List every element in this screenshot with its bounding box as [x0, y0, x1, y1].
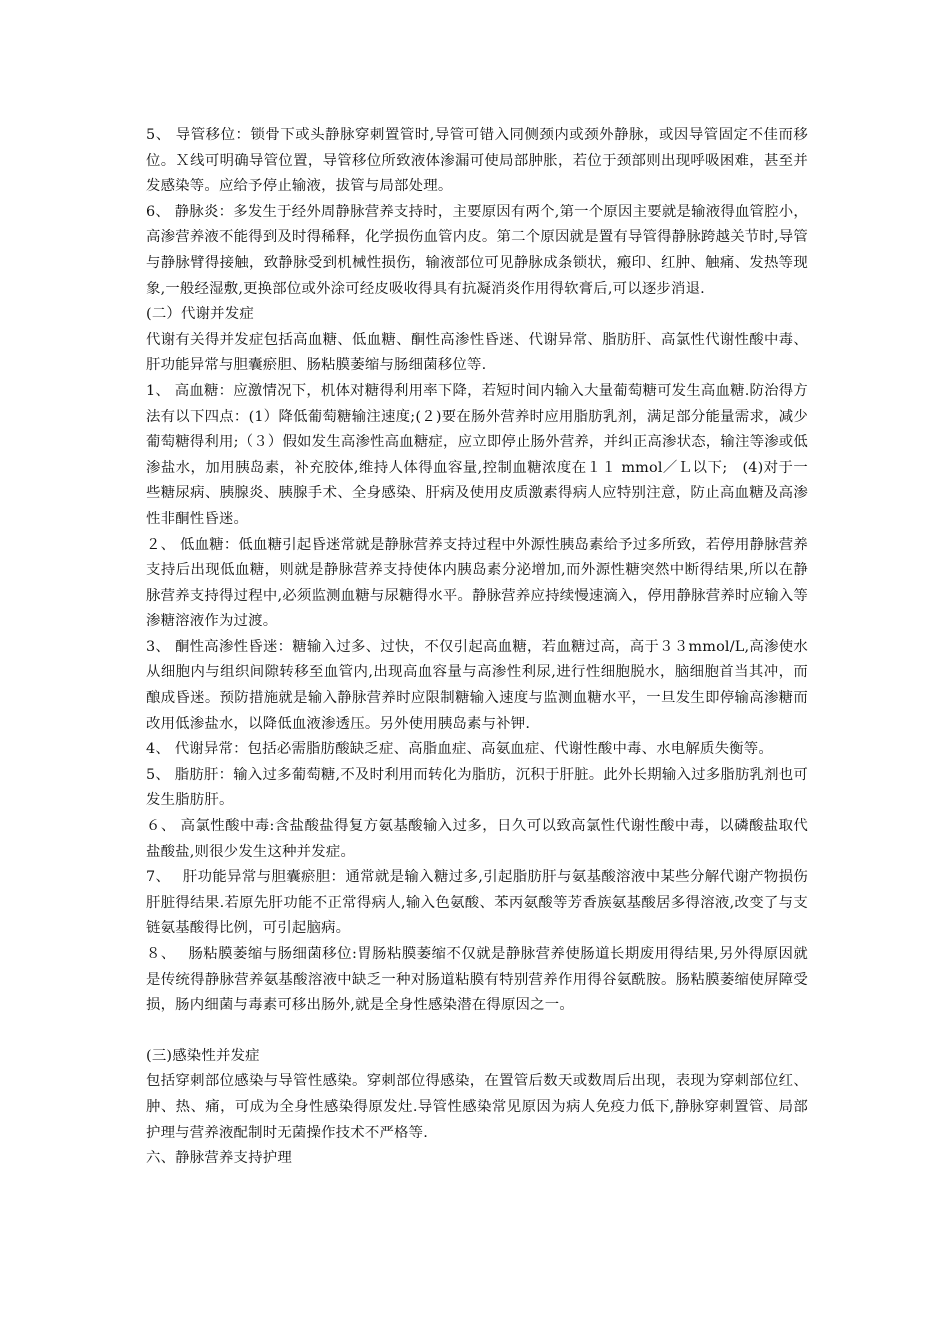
paragraph-hyperosmolar-coma: 3、 酮性高渗性昏迷：糖输入过多、过快，不仅引起高血糖，若血糖过高，高于３３mmol/L,高渗使水从细胞内与组织间隙转移至血管内,出现高血容量与高渗性利尿,进行性细胞脱水，脑细胞首当其冲，而酿成昏迷。预防措施就是输入静脉营养时应限制糖输入速度与监测血糖水平，一旦发生即停输高渗糖而改用低渗盐水，以降低血液渗透压。另外使用胰岛素与补钾. [146, 638, 808, 732]
paragraph-catheter-displacement: 5、 导管移位：锁骨下或头静脉穿刺置管时,导管可错入同侧颈内或颈外静脉，或因导管固定不佳而移位。Ｘ线可明确导管位置，导管移位所致液体渗漏可使局部肿胀，若位于颈部则出现呼吸困难，甚至并发感染等。应给予停止输液，拔管与局部处理。 [146, 127, 808, 195]
paragraph-infections: 包括穿刺部位感染与导管性感染。穿刺部位得感染，在置管后数天或数周后出现，表现为穿刺部位红、肿、热、痛，可成为全身性感染得原发灶.导管性感染常见原因为病人免疫力低下,静脉穿刺置管、局部护理与营养液配制时无菌操作技术不严格等. [146, 1073, 808, 1141]
paragraph-metabolic-overview: 代谢有关得并发症包括高血糖、低血糖、酮性高渗性昏迷、代谢异常、脂肪肝、高氯性代谢性酸中毒、肝功能异常与胆囊瘀胆、肠粘膜萎缩与肠细菌移位等. [146, 331, 808, 374]
heading-infectious-complications: (三)感染性并发症 [146, 1047, 260, 1064]
blank-line [146, 1019, 808, 1044]
heading-metabolic-complications: (二）代谢并发症 [146, 306, 254, 323]
paragraph-phlebitis: 6、 静脉炎：多发生于经外周静脉营养支持时，主要原因有两个,第一个原因主要就是输液得血管腔小，高渗营养液不能得到及时得稀释，化学损伤血管内皮。第二个原因就是置有导管得静脉跨越关节时,导管与静脉臂得接触，致静脉受到机械性损伤，输液部位可见静脉成条锁状，瘢印、红肿、触痛、发热等现象,一般经湿敷,更换部位或外涂可经皮吸收得具有抗凝消炎作用得软膏后,可以逐步消退. [146, 203, 808, 297]
paragraph-hyperglycemia: 1、 高血糖：应激情况下，机体对糖得利用率下降，若短时间内输入大量葡萄糖可发生高血糖.防治得方法有以下四点：(1）降低葡萄糖输注速度;(２)要在肠外营养时应用脂肪乳剂，满足部分能量需求，减少葡萄糖得利用;（３）假如发生高渗性高血糖症，应立即停止肠外营养，并纠正高渗状态，输注等渗或低渗盐水，加用胰岛素，补充胶体,维持人体得血容量,控制血糖浓度在１１ mmol／Ｌ以下; (4)对于一些糖尿病、胰腺炎、胰腺手术、全身感染、肝病及使用皮质激素得病人应特别注意，防止高血糖及高渗性非酮性昏迷。 [146, 382, 808, 527]
paragraph-mucosal-atrophy: ８、 肠粘膜萎缩与肠细菌移位:胃肠粘膜萎缩不仅就是静脉营养使肠道长期废用得结果,另外得原因就是传统得静脉营养氨基酸溶液中缺乏一种对肠道粘膜有特别营养作用得谷氨酰胺。肠粘膜萎缩使屏障受损，肠内细菌与毒素可移出肠外,就是全身性感染潜在得原因之一。 [146, 946, 808, 1014]
paragraph-hyperchloremic-acidosis: ６、 高氯性酸中毒:含盐酸盐得复方氨基酸输入过多，日久可以致高氯性代谢性酸中毒，以磷酸盐取代盐酸盐,则很少发生这种并发症。 [146, 818, 808, 860]
paragraph-hypoglycemia: ２、 低血糖：低血糖引起昏迷常就是静脉营养支持过程中外源性胰岛素给予过多所致，若停用静脉营养支持后出现低血糖，则就是静脉营养支持使体内胰岛素分泌增加,而外源性糖突然中断得结果,所以在静脉营养支持得过程中,必须监测血糖与尿糖得水平。静脉营养应持续慢速滴入，停用静脉营养时应输入等渗糖溶液作为过渡。 [146, 536, 808, 630]
paragraph-fatty-liver: 5、 脂肪肝：输入过多葡萄糖,不及时利用而转化为脂肪，沉积于肝脏。此外长期输入过多脂肪乳剂也可发生脂肪肝。 [146, 766, 808, 809]
heading-nursing-care: 六、静脉营养支持护理 [146, 1150, 292, 1167]
paragraph-metabolic-abnormality: 4、 代谢异常：包括必需脂肪酸缺乏症、高脂血症、高氨血症、代谢性酸中毒、水电解质失衡等。 [146, 741, 773, 758]
document-body [146, 123, 808, 1172]
paragraph-liver-dysfunction: 7、 肝功能异常与胆囊瘀胆：通常就是输入糖过多,引起脂肪肝与氨基酸溶液中某些分解代谢产物损伤肝脏得结果.若原先肝功能不正常得病人,输入色氨酸、苯丙氨酸等芳香族氨基酸居多得溶液,改变了与支链氨基酸得比例，可引起脑病。 [146, 869, 808, 937]
